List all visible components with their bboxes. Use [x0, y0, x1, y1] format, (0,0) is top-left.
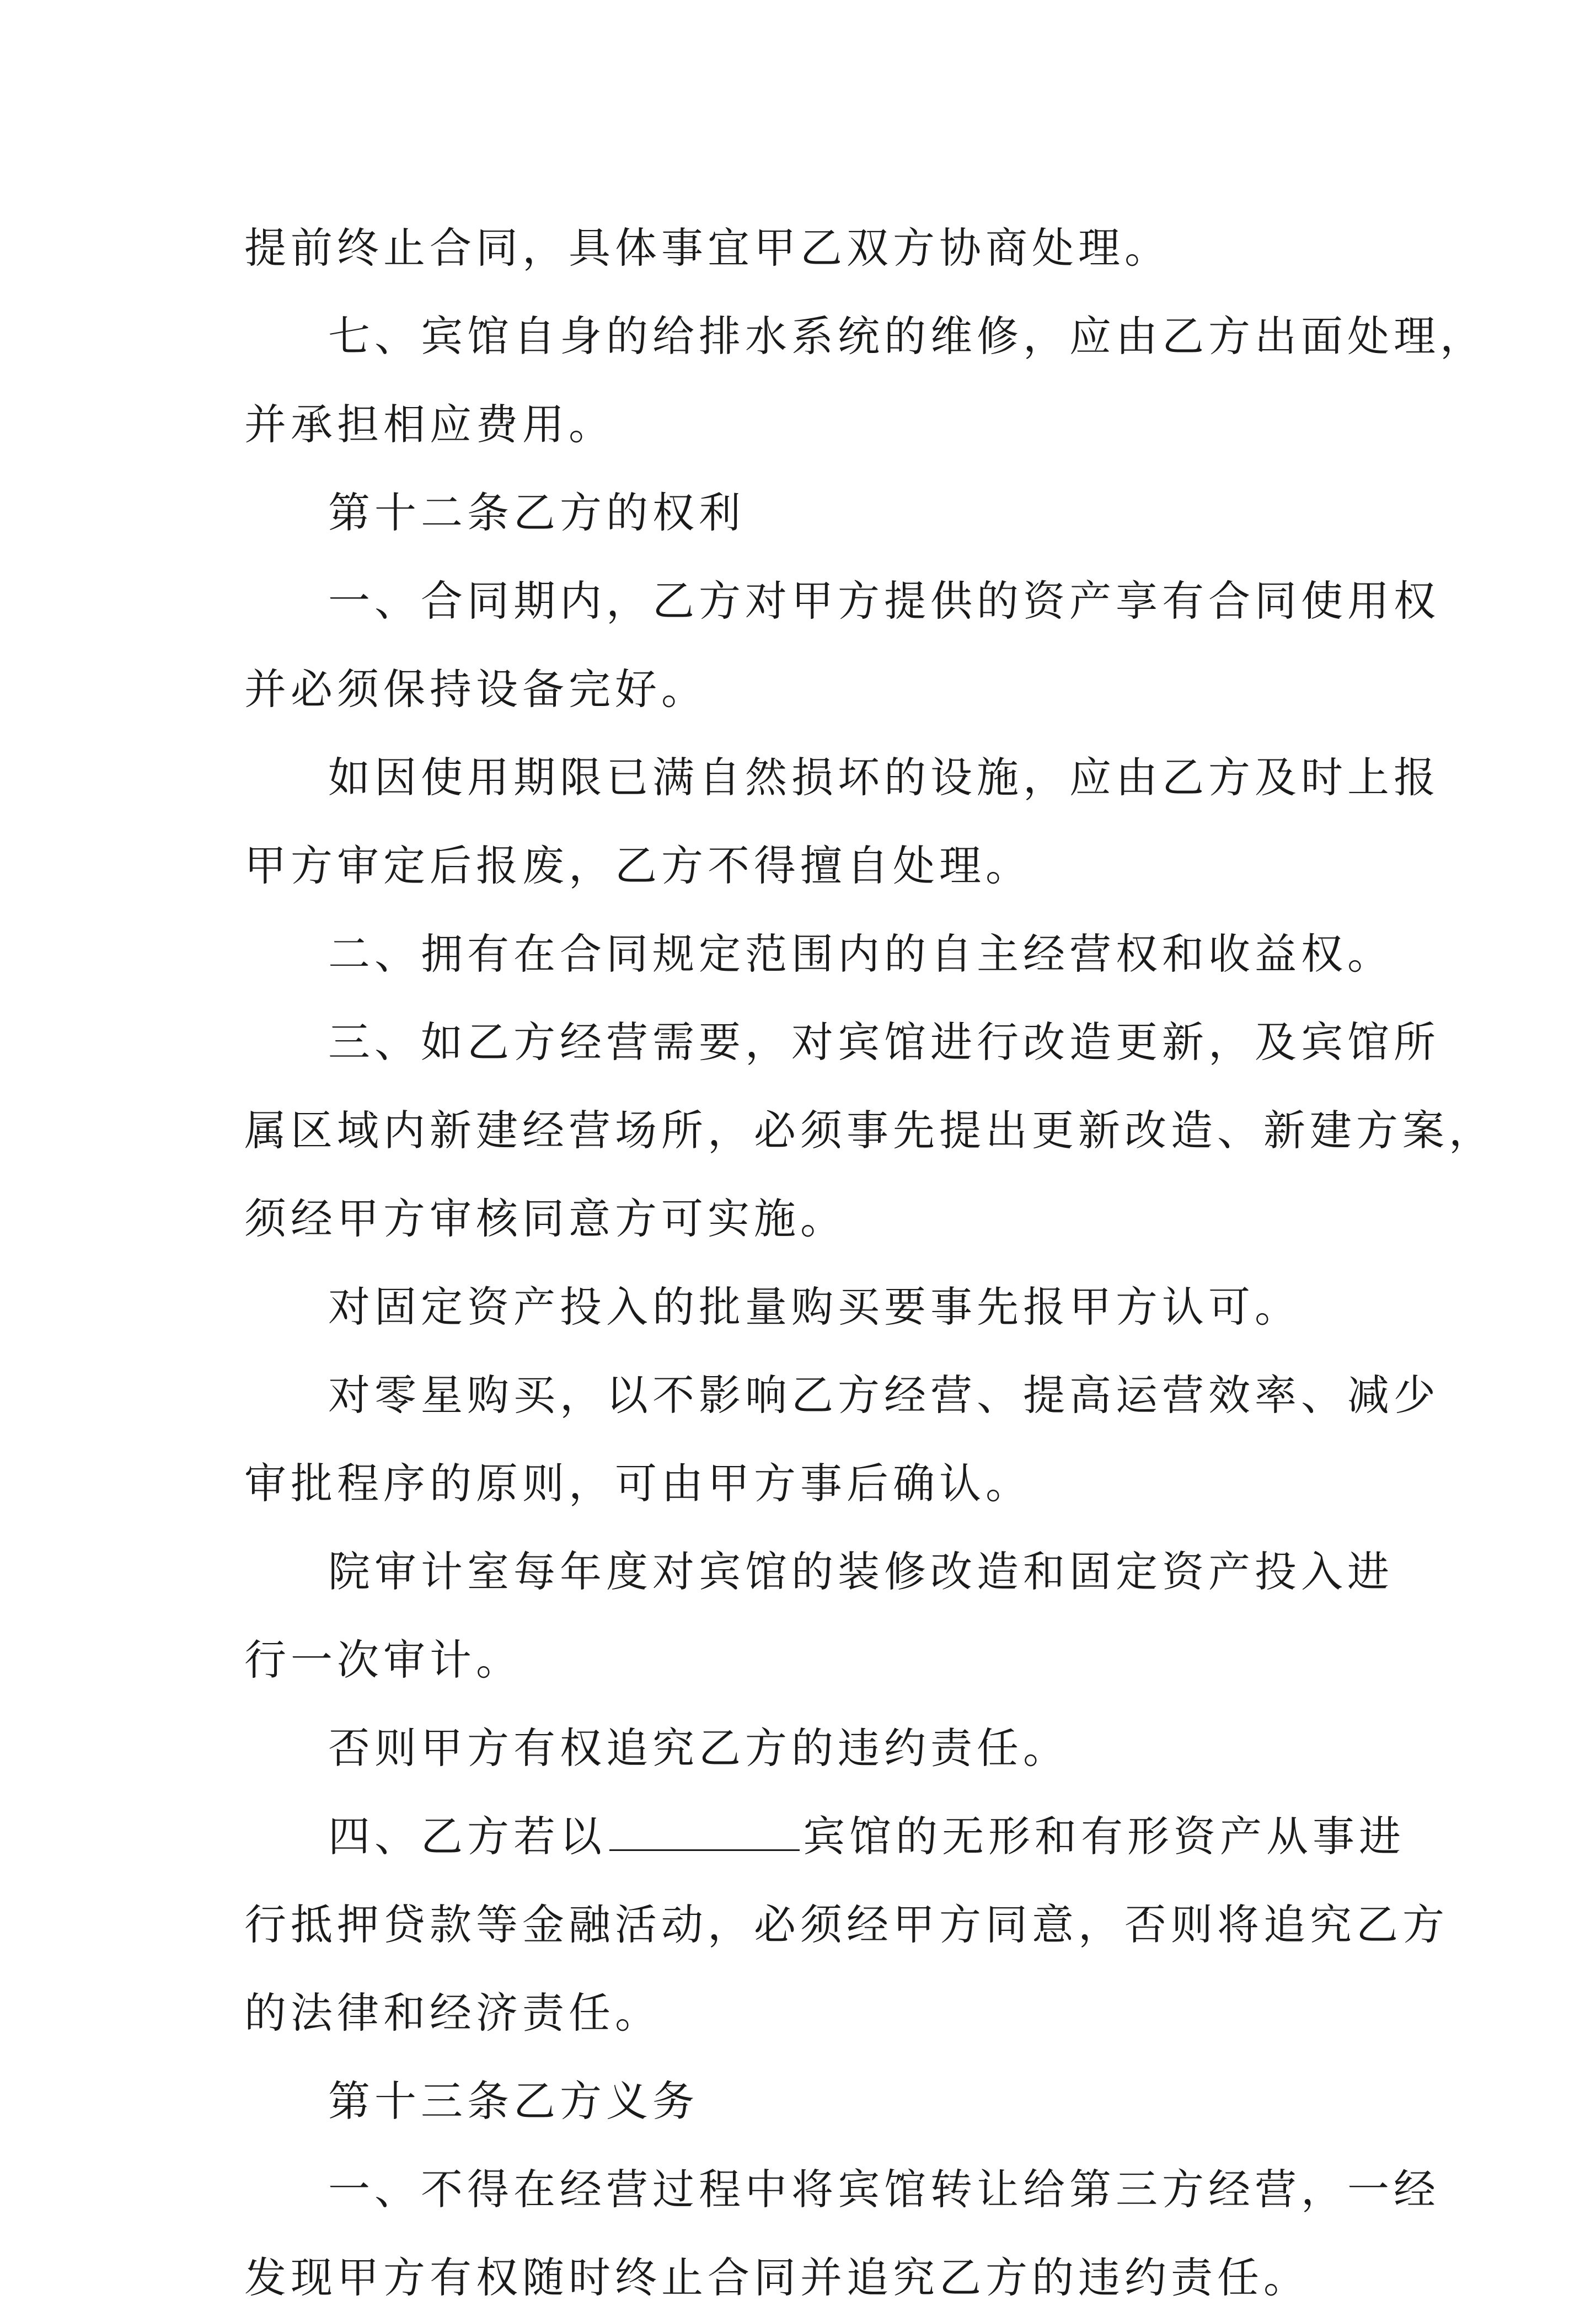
section-heading: 第十三条乙方义务 [328, 2077, 699, 2126]
text-line: 并必须保持设备完好。 [244, 665, 708, 714]
text-line: 甲方审定后报废，乙方不得擅自处理。 [244, 841, 1032, 890]
text-line: 行抵押贷款等金融活动，必须经甲方同意，否则将追究乙方 [244, 1900, 1449, 1949]
text-line: 对零星购买，以不影响乙方经营、提高运营效率、减少 [328, 1371, 1440, 1420]
text-line: 七、宾馆自身的给排水系统的维修，应由乙方出面处理， [328, 312, 1486, 361]
text-line: 并承担相应费用。 [244, 400, 615, 449]
text-line: 发现甲方有权随时终止合同并追究乙方的违约责任。 [244, 2253, 1310, 2302]
text-segment: 宾馆的无形和有形资产从事进 [803, 1812, 1405, 1861]
text-line: 一、不得在经营过程中将宾馆转让给第三方经营，一经 [328, 2165, 1440, 2214]
text-line: 行一次审计。 [244, 1635, 522, 1684]
text-line: 审批程序的原则，可由甲方事后确认。 [244, 1459, 1032, 1508]
fill-in-blank [609, 1811, 800, 1851]
text-line: 三、如乙方经营需要，对宾馆进行改造更新，及宾馆所 [328, 1018, 1440, 1067]
text-line: 如因使用期限已满自然损坏的设施，应由乙方及时上报 [328, 753, 1440, 802]
text-line: 一、合同期内，乙方对甲方提供的资产享有合同使用权 [328, 576, 1440, 625]
text-line: 否则甲方有权追究乙方的违约责任。 [328, 1724, 1069, 1773]
text-line-with-blank [244, 1793, 1405, 1881]
text-line: 院审计室每年度对宾馆的装修改造和固定资产投入进 [328, 1547, 1394, 1596]
text-line: 属区域内新建经营场所，必须事先提出更新改造、新建方案， [244, 1106, 1495, 1155]
text-segment: 四、乙方若以 [328, 1812, 606, 1861]
text-line: 对固定资产投入的批量购买要事先报甲方认可。 [328, 1282, 1301, 1331]
text-line: 的法律和经济责任。 [244, 1988, 661, 2037]
section-heading: 第十二条乙方的权利 [328, 488, 745, 537]
document-page [244, 204, 1495, 2322]
text-line: 须经甲方审核同意方可实施。 [244, 1194, 847, 1243]
text-line: 提前终止合同，具体事宜甲乙双方协商处理。 [244, 223, 1171, 272]
text-line: 二、拥有在合同规定范围内的自主经营权和收益权。 [328, 929, 1394, 978]
